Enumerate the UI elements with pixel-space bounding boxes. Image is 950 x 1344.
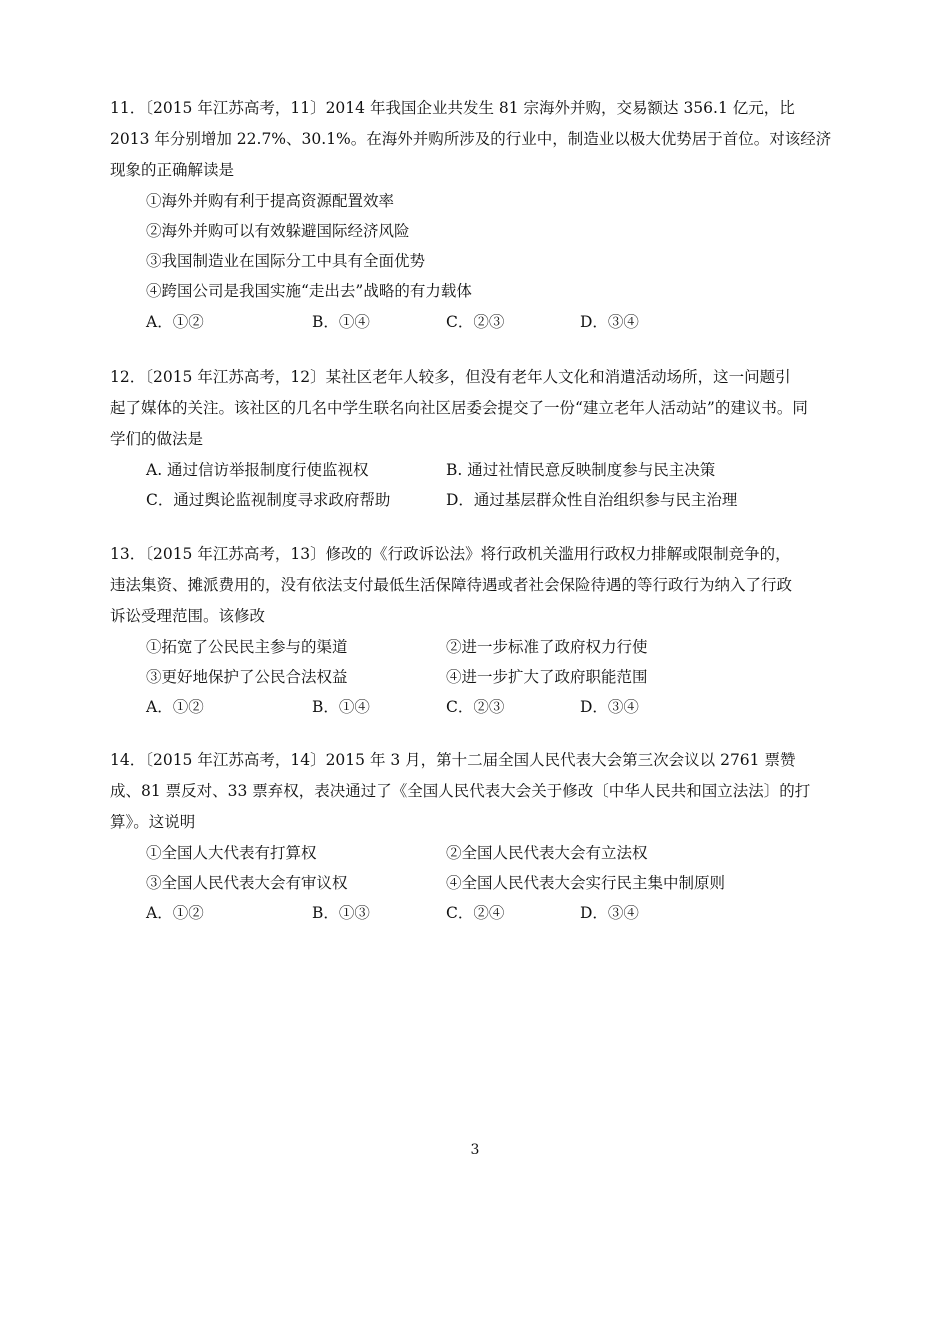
statement-2: ②进一步标准了政府权力行使 xyxy=(446,638,648,656)
statements-row xyxy=(110,868,860,898)
answer-row xyxy=(110,692,860,722)
statement-3: ③我国制造业在国际分工中具有全面优势 xyxy=(146,252,426,270)
statement-1: ①全国人大代表有打算权 xyxy=(146,844,317,862)
question-stem-line: 诉讼受理范围。该修改 xyxy=(110,607,266,625)
options-row xyxy=(110,455,860,485)
question-11 xyxy=(110,93,860,338)
question-stem-line: 起了媒体的关注。该社区的几名中学生联名向社区居委会提交了一份“建立老年人活动站”的建议书。同 xyxy=(110,399,808,417)
question-12 xyxy=(110,362,860,515)
answer-option-b: B．①③ xyxy=(312,904,370,922)
answer-row xyxy=(110,898,860,928)
question-stem-line: 现象的正确解读是 xyxy=(110,161,235,179)
statement-2: ②全国人民代表大会有立法权 xyxy=(446,844,648,862)
statement-3: ③更好地保护了公民合法权益 xyxy=(146,668,348,686)
options-row xyxy=(110,485,860,515)
answer-option-d: D．通过基层群众性自治组织参与民主治理 xyxy=(446,491,738,509)
question-stem-line: 13．〔2015 年江苏高考，13〕修改的《行政诉讼法》将行政机关滥用行政权力排解或限制竞争的， xyxy=(110,545,791,563)
statement-3: ③全国人民代表大会有审议权 xyxy=(146,874,348,892)
answer-option-b: B. 通过社情民意反映制度参与民主决策 xyxy=(446,461,716,479)
question-stem-line: 14．〔2015 年江苏高考，14〕2015 年 3 月，第十二届全国人民代表大会第三次会议以 2761 票赞 xyxy=(110,751,796,769)
question-14 xyxy=(110,745,860,928)
statement-4: ④全国人民代表大会实行民主集中制原则 xyxy=(446,874,726,892)
answer-option-c: C．②④ xyxy=(446,904,505,922)
question-stem-line: 成、81 票反对、33 票弃权，表决通过了《全国人民代表大会关于修改〔中华人民共和国立法法〕的打 xyxy=(110,782,811,800)
answer-option-d: D．③④ xyxy=(580,698,639,716)
answer-option-a: A. 通过信访举报制度行使监视权 xyxy=(146,461,369,479)
page-number: 3 xyxy=(470,1142,480,1158)
statement-1: ①海外并购有利于提高资源配置效率 xyxy=(146,192,395,210)
statement-1: ①拓宽了公民民主参与的渠道 xyxy=(146,638,348,656)
answer-option-a: A．①② xyxy=(146,904,204,922)
statement-2: ②海外并购可以有效躲避国际经济风险 xyxy=(146,222,410,240)
answer-option-a: A．①② xyxy=(146,698,204,716)
question-stem-line: 违法集资、摊派费用的，没有依法支付最低生活保障待遇或者社会保险待遇的等行政行为纳入了行政 xyxy=(110,576,793,594)
question-stem-line: 学们的做法是 xyxy=(110,430,204,448)
statements-row xyxy=(110,662,860,692)
statement-4: ④进一步扩大了政府职能范围 xyxy=(446,668,648,686)
statements-row xyxy=(110,632,860,662)
question-stem-line: 12．〔2015 年江苏高考，12〕某社区老年人较多，但没有老年人文化和消遣活动场所，这一问题引 xyxy=(110,368,791,386)
statements-row xyxy=(110,838,860,868)
answer-option-d: D．③④ xyxy=(580,904,639,922)
question-13 xyxy=(110,539,860,722)
answer-option-c: C．②③ xyxy=(446,698,505,716)
answer-row xyxy=(110,306,860,338)
question-stem-line: 2013 年分别增加 22.7%、30.1%。在海外并购所涉及的行业中，制造业以极大优势居于首位。对该经济 xyxy=(110,130,832,148)
answer-option-c: C．通过舆论监视制度寻求政府帮助 xyxy=(146,491,391,509)
answer-option-b: B．①④ xyxy=(312,313,370,331)
answer-option-d: D．③④ xyxy=(580,313,639,331)
answer-option-c: C．②③ xyxy=(446,313,505,331)
answer-option-b: B．①④ xyxy=(312,698,370,716)
question-stem-line: 算》。这说明 xyxy=(110,813,196,831)
question-stem-line: 11．〔2015 年江苏高考，11〕2014 年我国企业共发生 81 宗海外并购，交易额达 356.1 亿元，比 xyxy=(110,99,795,117)
answer-option-a: A．①② xyxy=(146,313,204,331)
statement-4: ④跨国公司是我国实施“走出去”战略的有力载体 xyxy=(146,282,472,300)
